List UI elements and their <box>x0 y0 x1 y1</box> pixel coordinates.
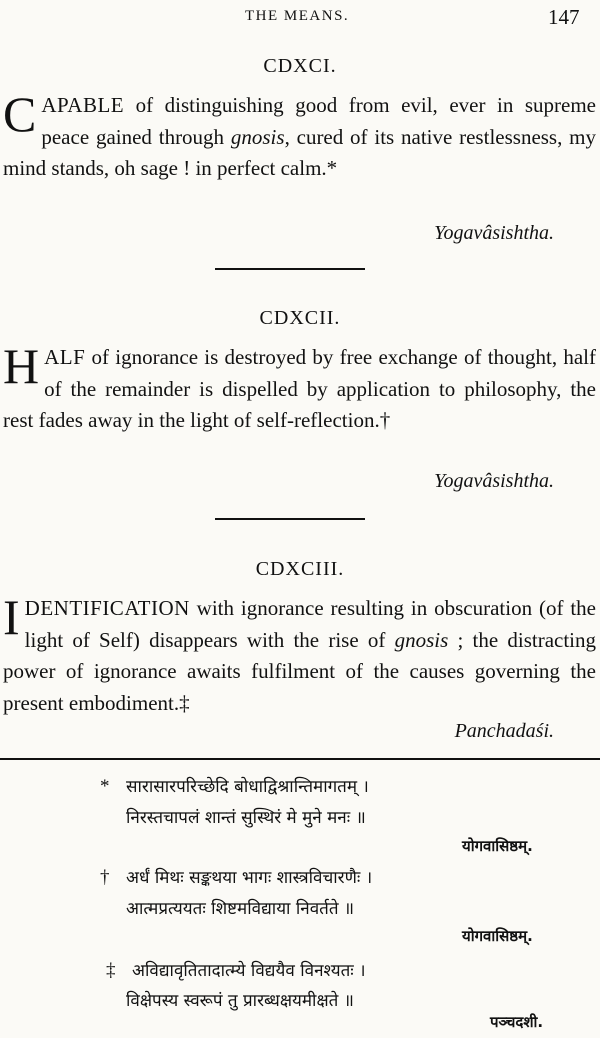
body-text: of distinguishing good from evil, ever in supreme peace gained through <box>41 93 596 149</box>
running-title: THE MEANS. <box>245 8 350 24</box>
section-source-cdxci: Yogavâsishtha. <box>434 222 554 244</box>
body-text: with ignorance resulting in obscuration (of the light of Self) disappears with the rise of <box>24 596 596 652</box>
footnote-line <box>106 958 366 982</box>
section-divider <box>215 518 365 520</box>
section-text-cdxcii <box>3 338 596 437</box>
section-heading-cdxci: CDXCI. <box>263 55 337 77</box>
body-text: , cured of its native restlessness, my mind stands, oh sage ! in perfect calm.* <box>3 124 596 180</box>
italic-term: gnosis <box>394 627 449 652</box>
section-source-cdxciii: Panchadaśi. <box>454 720 554 742</box>
footnote-line: आत्मप्रत्ययतः शिष्टमविद्याया निवर्तते ॥ <box>126 899 355 919</box>
drop-cap: I <box>3 589 20 645</box>
footnote-line <box>100 774 369 798</box>
section-text-cdxciii <box>3 589 596 719</box>
footnote-line: विक्षेपस्य स्वरूपं तु प्रारब्धक्षयमीक्षते ॥ <box>126 991 354 1011</box>
footnote-source: योगवासिष्ठम्. <box>462 927 533 945</box>
footnote-line: निरस्तचापलं शान्तं सुस्थिरं मे मुने मनः ॥ <box>126 808 366 828</box>
italic-term: gnosis <box>230 124 285 149</box>
body-text: of ignorance is destroyed by free exchange of thought, half of the remainder is dispelled by application to philosophy, the rest fades away in the light of self-reflection.† <box>3 345 596 432</box>
section-source-cdxcii: Yogavâsishtha. <box>434 470 554 492</box>
footnote-verse: अविद्यावृतितादात्म्ये विद्ययैव विनश्यतः । <box>132 961 366 981</box>
footnote-marker: * <box>100 776 110 797</box>
body-text: ; the distracting power of ignorance awaits fulfilment of the causes governing the present embodiment.‡ <box>3 627 596 715</box>
footnote-rule <box>0 758 600 760</box>
lead-word: DENTIFICATION <box>24 596 190 620</box>
drop-cap: H <box>3 338 40 394</box>
section-divider <box>215 268 365 270</box>
lead-word: APABLE <box>41 93 125 117</box>
page-number: 147 <box>548 5 580 29</box>
running-header <box>0 6 600 32</box>
footnote-source: पञ्चदशी. <box>490 1013 544 1031</box>
section-heading-cdxciii: CDXCIII. <box>255 558 345 580</box>
section-text-cdxci <box>3 86 596 185</box>
lead-word: ALF <box>44 345 86 369</box>
footnote-line <box>100 865 372 889</box>
footnote-marker: ‡ <box>106 960 116 981</box>
footnote-verse: सारासारपरिच्छेदि बोधाद्विश्रान्तिमागतम् । <box>126 777 369 797</box>
footnote-verse: अर्धं मिथः सङ्कथया भागः शास्त्रविचारणैः । <box>126 868 373 888</box>
drop-cap: C <box>3 86 37 142</box>
footnote-marker: † <box>100 867 110 888</box>
section-heading-cdxcii: CDXCII. <box>259 307 341 329</box>
footnote-source: योगवासिष्ठम्. <box>462 837 533 855</box>
